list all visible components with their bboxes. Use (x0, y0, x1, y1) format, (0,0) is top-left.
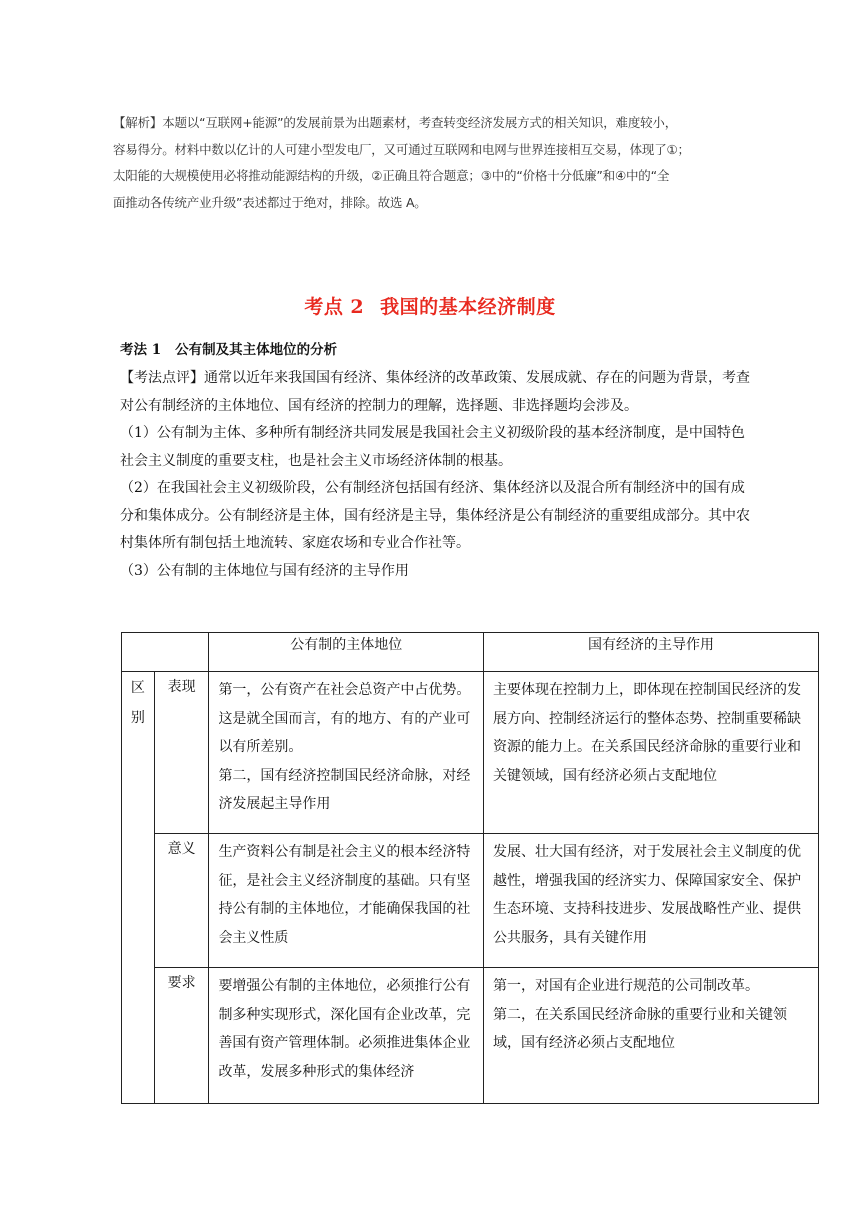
table-row (122, 672, 819, 834)
table-header: 公有制的主体地位 (209, 633, 484, 672)
cell-paragraph: 第二，国有经济控制国民经济命脉，对经济发展起主导作用 (218, 767, 471, 812)
cell-paragraph: 第二，在关系国民经济命脉的重要行业和关键领域，国有经济必须占支配地位 (493, 1006, 788, 1051)
analysis-block (113, 110, 753, 216)
paragraph-review: 【考法点评】通常以近年来我国国有经济、集体经济的改革政策、发展成就、存在的问题为背景，考查对公有制经济的主体地位、国有经济的控制力的理解，选择题、非选择题均会涉及。 (120, 370, 750, 414)
table-header-row (122, 633, 819, 672)
cell-paragraph: 生产资料公有制是社会主义的根本经济特征，是社会主义经济制度的基础。只有坚持公有制的主体地位，才能确保我国的社会主义性质 (218, 844, 471, 946)
table-row-label: 要求 (154, 968, 209, 1104)
section-title (0, 292, 860, 319)
cell-paragraph: 发展、壮大国有经济，对于发展社会主义制度的优越性，增强我国的经济实力、保障国家安全、保护生态环境、支持科技进步、发展战略性产业、提供公共服务，具有关键作用 (493, 844, 802, 946)
analysis-line: 面推动各传统产业升级”表述都过于绝对，排除。故选 A。 (113, 194, 427, 210)
table-cell (484, 834, 819, 968)
table-row (122, 834, 819, 968)
cell-paragraph: 主要体现在控制力上，即体现在控制国民经济的发展方向、控制经济运行的整体态势、控制重要稀缺资源的能力上。在关系国民经济命脉的重要行业和关键领域，国有经济必须占支配地位 (493, 682, 802, 784)
cell-paragraph: 第一，公有资产在社会总资产中占优势。这是就全国而言，有的地方、有的产业可以有所差别。 (218, 682, 471, 755)
table-row-label: 表现 (154, 672, 209, 834)
table-cell (484, 968, 819, 1104)
analysis-line: 容易得分。材料中数以亿计的人可建小型发电厂，又可通过互联网和电网与世界连接相互交易，体现了①； (113, 141, 690, 157)
table-corner-cell (122, 633, 209, 672)
cell-paragraph: 要增强公有制的主体地位，必须推行公有制多种实现形式，深化国有企业改革，完善国有资产管理体制。必须推进集体企业改革，发展多种形式的集体经济 (218, 978, 471, 1080)
analysis-line: 太阳能的大规模使用必将推动能源结构的升级，②正确且符合题意；③中的“价格十分低廉”和④中的“全 (113, 168, 670, 183)
table-group-label (122, 672, 155, 1104)
table-row (122, 968, 819, 1104)
method-label: 考法 1 (120, 342, 162, 358)
body-text (120, 365, 750, 585)
table-cell (209, 672, 484, 834)
table-header: 国有经济的主导作用 (484, 633, 819, 672)
comparison-table (121, 632, 819, 1104)
method-title (120, 338, 337, 358)
method-heading: 公有制及其主体地位的分析 (175, 342, 338, 358)
cell-paragraph: 第一，对国有企业进行规范的公司制改革。 (493, 978, 760, 994)
section-label: 考点 2 (304, 296, 365, 318)
paragraph-3: （3）公有制的主体地位与国有经济的主导作用 (120, 562, 409, 579)
table-cell (209, 968, 484, 1104)
paragraph-2: （2）在我国社会主义初级阶段，公有制经济包括国有经济、集体经济以及混合所有制经济中的国有成分和集体成分。公有制经济是主体，国有经济是主导，集体经济是公有制经济的重要组成部分。其中农村集体所有制包括土地流转、家庭农场和专业合作社等。 (120, 480, 750, 551)
paragraph-1: （1）公有制为主体、多种所有制经济共同发展是我国社会主义初级阶段的基本经济制度，是中国特色社会主义制度的重要支柱，也是社会主义市场经济体制的根基。 (120, 425, 745, 469)
analysis-line: 【解析】本题以“互联网+能源”的发展前景为出题素材，考查转变经济发展方式的相关知识，难度较小， (113, 115, 678, 130)
group-label-text: 区别 (130, 680, 145, 726)
table-row-label: 意义 (154, 834, 209, 968)
table-cell (209, 834, 484, 968)
section-heading: 我国的基本经济制度 (380, 296, 556, 318)
table-cell (484, 672, 819, 834)
